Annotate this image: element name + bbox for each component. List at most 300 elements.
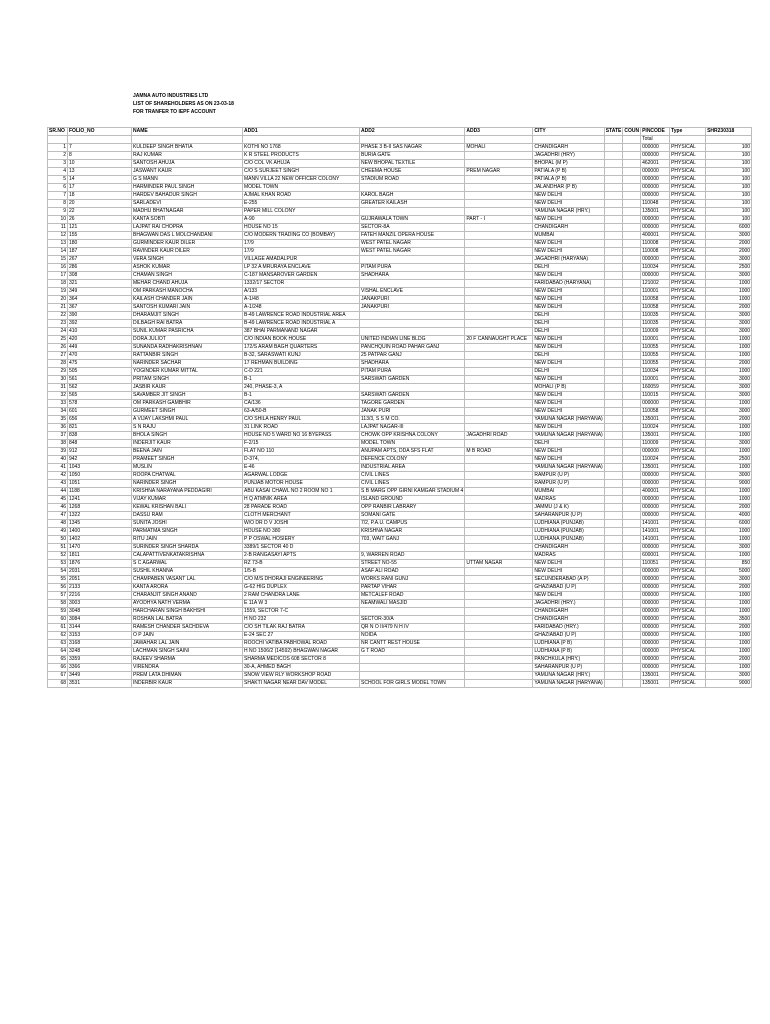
cell-folio: 1400 xyxy=(68,528,132,536)
cell-country xyxy=(623,440,641,448)
cell-folio: 3153 xyxy=(68,632,132,640)
cell-name: S N RAJU xyxy=(132,424,243,432)
cell-type: PHYSICAL xyxy=(670,552,706,560)
cell-srno: 61 xyxy=(48,624,68,632)
table-row xyxy=(48,560,752,568)
cell-city: GHAZIABAD (U P) xyxy=(533,632,604,640)
cell-shares: 3500 xyxy=(706,616,752,624)
cell-srno: 37 xyxy=(48,432,68,440)
cell-name: RITU JAIN xyxy=(132,536,243,544)
cell-shares: 1000 xyxy=(706,632,752,640)
cell-srno: 47 xyxy=(48,512,68,520)
cell-type: PHYSICAL xyxy=(670,576,706,584)
cell-add2: SARSWATI GARDEN xyxy=(360,376,465,384)
cell-pincode: 110058 xyxy=(641,296,670,304)
cell-type: PHYSICAL xyxy=(670,560,706,568)
cell-srno: 14 xyxy=(48,248,68,256)
cell-pincode: 000000 xyxy=(641,600,670,608)
cell-add1: B-32, SARASWATI KUNJ xyxy=(243,352,360,360)
cell-add1: CLOTH MERCHANT xyxy=(243,512,360,520)
cell-add3 xyxy=(465,616,533,624)
cell-country xyxy=(623,616,641,624)
cell-folio: 26 xyxy=(68,216,132,224)
cell-country xyxy=(623,208,641,216)
cell-type: PHYSICAL xyxy=(670,472,706,480)
cell-add3 xyxy=(465,368,533,376)
cell-folio: 121 xyxy=(68,224,132,232)
cell-name: KANTA SOBTI xyxy=(132,216,243,224)
cell-shares: 1000 xyxy=(706,448,752,456)
cell-pincode: 000000 xyxy=(641,152,670,160)
cell-country xyxy=(623,312,641,320)
cell-add1: C/O SH TILAK RAJ BATRA xyxy=(243,624,360,632)
cell-country xyxy=(623,640,641,648)
cell-srno: 28 xyxy=(48,360,68,368)
cell-state xyxy=(604,160,623,168)
cell-country xyxy=(623,232,641,240)
cell-folio: 1322 xyxy=(68,512,132,520)
cell-state xyxy=(604,440,623,448)
cell-city: LUDHIANA (PUNJAB) xyxy=(533,528,604,536)
cell-type: PHYSICAL xyxy=(670,616,706,624)
cell-type: PHYSICAL xyxy=(670,456,706,464)
cell-pincode: 400001 xyxy=(641,488,670,496)
cell-country xyxy=(623,296,641,304)
cell-pincode: 000000 xyxy=(641,224,670,232)
table-row xyxy=(48,552,752,560)
cell-pincode: 000000 xyxy=(641,576,670,584)
cell-add2: KAROL BAGH xyxy=(360,192,465,200)
cell-shares: 100 xyxy=(706,184,752,192)
cell-state xyxy=(604,656,623,664)
cell-name: LAJPAT RAI CHOPRA xyxy=(132,224,243,232)
cell-type: PHYSICAL xyxy=(670,432,706,440)
cell-country xyxy=(623,240,641,248)
cell-add3 xyxy=(465,360,533,368)
cell-state xyxy=(604,640,623,648)
cell-add3 xyxy=(465,352,533,360)
table-row xyxy=(48,416,752,424)
cell-country xyxy=(623,664,641,672)
cell-country xyxy=(623,304,641,312)
cell-country xyxy=(623,600,641,608)
cell-srno: 13 xyxy=(48,240,68,248)
cell-add3: PREM NAGAR xyxy=(465,168,533,176)
cell-pincode: 000000 xyxy=(641,664,670,672)
cell-add1: C/O MODERN TRADING CO (BOMBAY) xyxy=(243,232,360,240)
cell-folio: 3359 xyxy=(68,656,132,664)
cell-add2: WEST PATEL NAGAR xyxy=(360,248,465,256)
cell-country xyxy=(623,544,641,552)
cell-add2: JANAKPURI xyxy=(360,296,465,304)
cell-srno: 10 xyxy=(48,216,68,224)
cell-pincode: 110009 xyxy=(641,328,670,336)
cell-srno: 55 xyxy=(48,576,68,584)
cell-add2: LAJPAT NAGAR-III xyxy=(360,424,465,432)
cell-city: GHAZIABAD (U P) xyxy=(533,584,604,592)
table-row xyxy=(48,168,752,176)
cell-add2: 9, WARREN ROAD xyxy=(360,552,465,560)
cell-add1: 3389/1 SECTOR 40 D xyxy=(243,544,360,552)
cell-pincode: 160059 xyxy=(641,384,670,392)
cell-add2: NEW BHOPAL TEXTILE xyxy=(360,160,465,168)
cell-city: NEW DELHI xyxy=(533,408,604,416)
cell-add2: VISHAL ENCLAVE xyxy=(360,288,465,296)
cell-city: NEW DELHI xyxy=(533,424,604,432)
table-row xyxy=(48,464,752,472)
cell-type: PHYSICAL xyxy=(670,448,706,456)
table-row xyxy=(48,176,752,184)
table-row xyxy=(48,440,752,448)
table-row xyxy=(48,528,752,536)
cell-state xyxy=(604,208,623,216)
cell-type: PHYSICAL xyxy=(670,504,706,512)
cell-srno: 15 xyxy=(48,256,68,264)
cell-city: LUDHIANA (PUNJAB) xyxy=(533,520,604,528)
cell-add3 xyxy=(465,328,533,336)
cell-folio: 2216 xyxy=(68,592,132,600)
cell-name: SUNANDA RADHAKRISHNAN xyxy=(132,344,243,352)
col-header-add2: ADD2 xyxy=(360,128,465,136)
cell-add3 xyxy=(465,248,533,256)
cell-name: KULDEEP SINGH BHATIA xyxy=(132,144,243,152)
cell-country xyxy=(623,656,641,664)
cell-name: NARINDER SINGH xyxy=(132,480,243,488)
cell-folio: 3144 xyxy=(68,624,132,632)
cell-srno: 32 xyxy=(48,392,68,400)
cell-city: DELHI xyxy=(533,368,604,376)
cell-srno: 20 xyxy=(48,296,68,304)
cell-shares: 1000 xyxy=(706,640,752,648)
cell-name: CHAMPABEN VASANT LAL xyxy=(132,576,243,584)
cell-name: SANTOSH AHUJA xyxy=(132,160,243,168)
cell-folio: 3084 xyxy=(68,616,132,624)
cell-name: OM PARKASH MANOCHA xyxy=(132,288,243,296)
cell-add3 xyxy=(465,472,533,480)
subheader-row xyxy=(48,136,752,144)
cell-shares: 1000 xyxy=(706,528,752,536)
cell-type: PHYSICAL xyxy=(670,464,706,472)
cell-name: O P JAIN xyxy=(132,632,243,640)
cell-city: PANCHKULA (HRY.) xyxy=(533,656,604,664)
cell-add1: F-2/15 xyxy=(243,440,360,448)
cell-add2: CHOWK OPP KRISHNA COLONY xyxy=(360,432,465,440)
cell-city: NEW DELHI xyxy=(533,304,604,312)
cell-shares: 2000 xyxy=(706,360,752,368)
cell-country xyxy=(623,456,641,464)
cell-folio: 286 xyxy=(68,264,132,272)
cell-add2: 703, WAIT GANJ xyxy=(360,536,465,544)
cell-folio: 2031 xyxy=(68,568,132,576)
subheader-total: Total xyxy=(641,136,670,144)
cell-add3 xyxy=(465,400,533,408)
cell-city: MUMBAI xyxy=(533,232,604,240)
cell-country xyxy=(623,512,641,520)
cell-add3 xyxy=(465,224,533,232)
cell-add1: G-62 HIG DUPLEX xyxy=(243,584,360,592)
cell-city: DELHI xyxy=(533,352,604,360)
cell-srno: 18 xyxy=(48,280,68,288)
cell-srno: 65 xyxy=(48,656,68,664)
cell-srno: 12 xyxy=(48,232,68,240)
cell-folio: 349 xyxy=(68,288,132,296)
cell-add1: 31 LINK ROAD xyxy=(243,424,360,432)
cell-country xyxy=(623,520,641,528)
cell-shares: 1000 xyxy=(706,288,752,296)
cell-country xyxy=(623,680,641,688)
cell-add2: TAGORE GARDEN xyxy=(360,400,465,408)
cell-name: PRAMEET SINGH xyxy=(132,456,243,464)
cell-add2: STADIUM ROAD xyxy=(360,176,465,184)
cell-name: A VIJAY LAKSHMI PAUL xyxy=(132,416,243,424)
cell-shares: 6000 xyxy=(706,520,752,528)
cell-srno: 41 xyxy=(48,464,68,472)
cell-pincode: 110035 xyxy=(641,312,670,320)
cell-shares: 2000 xyxy=(706,416,752,424)
cell-folio: 1188 xyxy=(68,488,132,496)
cell-pincode: 141001 xyxy=(641,536,670,544)
cell-pincode: 110055 xyxy=(641,352,670,360)
cell-type: PHYSICAL xyxy=(670,208,706,216)
cell-folio: 3003 xyxy=(68,600,132,608)
cell-country xyxy=(623,352,641,360)
cell-add2: WEST PATEL NAGAR xyxy=(360,240,465,248)
cell-name: MEHAR CHAND AHUJA xyxy=(132,280,243,288)
table-row xyxy=(48,144,752,152)
cell-shares: 1000 xyxy=(706,536,752,544)
cell-folio: 155 xyxy=(68,232,132,240)
cell-state xyxy=(604,304,623,312)
cell-state xyxy=(604,216,623,224)
cell-add2: GREATER KAILASH xyxy=(360,200,465,208)
cell-add1: A/133 xyxy=(243,288,360,296)
cell-add1: A-90 xyxy=(243,216,360,224)
cell-add2 xyxy=(360,256,465,264)
cell-state xyxy=(604,184,623,192)
cell-country xyxy=(623,424,641,432)
cell-shares: 3000 xyxy=(706,232,752,240)
cell-type: PHYSICAL xyxy=(670,160,706,168)
table-row xyxy=(48,536,752,544)
cell-add3 xyxy=(465,384,533,392)
cell-srno: 59 xyxy=(48,608,68,616)
cell-city: CHANDIGARH xyxy=(533,544,604,552)
cell-type: PHYSICAL xyxy=(670,512,706,520)
cell-add3 xyxy=(465,376,533,384)
cell-srno: 42 xyxy=(48,472,68,480)
cell-name: KRISHNA NARAYANA PEDDAGIRI xyxy=(132,488,243,496)
cell-pincode: 110015 xyxy=(641,392,670,400)
cell-add3 xyxy=(465,600,533,608)
cell-add3 xyxy=(465,512,533,520)
cell-city: SAHARANPUR (U P) xyxy=(533,512,604,520)
cell-type: PHYSICAL xyxy=(670,648,706,656)
cell-country xyxy=(623,344,641,352)
table-row xyxy=(48,184,752,192)
table-row xyxy=(48,392,752,400)
cell-folio: 505 xyxy=(68,368,132,376)
cell-name: CHAMAN SINGH xyxy=(132,272,243,280)
cell-name: DILBAGH RAI BATRA xyxy=(132,320,243,328)
cell-shares: 1000 xyxy=(706,296,752,304)
cell-add3 xyxy=(465,456,533,464)
cell-country xyxy=(623,336,641,344)
cell-shares: 2000 xyxy=(706,304,752,312)
cell-country xyxy=(623,216,641,224)
cell-city: PATIALA (P B) xyxy=(533,168,604,176)
cell-pincode: 000000 xyxy=(641,192,670,200)
col-header-pincode: PINCODE xyxy=(641,128,670,136)
cell-add1: B-1 xyxy=(243,376,360,384)
cell-shares: 9000 xyxy=(706,480,752,488)
cell-add1: MANN VILLA 22 NEW OFFICER COLONY xyxy=(243,176,360,184)
cell-city: CHANDIGARH xyxy=(533,144,604,152)
cell-type: PHYSICAL xyxy=(670,144,706,152)
cell-type: PHYSICAL xyxy=(670,608,706,616)
cell-add2: NEAMWALI MASJID xyxy=(360,600,465,608)
cell-pincode: 110034 xyxy=(641,264,670,272)
cell-country xyxy=(623,584,641,592)
cell-add2 xyxy=(360,664,465,672)
cell-country xyxy=(623,592,641,600)
cell-name: RATTANBIR SINGH xyxy=(132,352,243,360)
cell-country xyxy=(623,160,641,168)
col-header-city: CITY xyxy=(533,128,604,136)
cell-state xyxy=(604,144,623,152)
table-row xyxy=(48,472,752,480)
cell-city: DELHI xyxy=(533,320,604,328)
cell-name: VERA SINGH xyxy=(132,256,243,264)
cell-add3 xyxy=(465,520,533,528)
cell-add1: RZ 73-B xyxy=(243,560,360,568)
cell-shares: 3000 xyxy=(706,320,752,328)
cell-add1: B-49 LAWRENCE ROAD INDUSTRIAL AREA xyxy=(243,312,360,320)
cell-srno: 25 xyxy=(48,336,68,344)
cell-state xyxy=(604,416,623,424)
cell-name: RAMESH CHANDER SACHDEVA xyxy=(132,624,243,632)
cell-add3 xyxy=(465,296,533,304)
cell-add1: A-1/248 xyxy=(243,304,360,312)
cell-srno: 46 xyxy=(48,504,68,512)
cell-city: NEW DELHI xyxy=(533,200,604,208)
cell-add2 xyxy=(360,280,465,288)
cell-add3 xyxy=(465,680,533,688)
cell-pincode: 000000 xyxy=(641,544,670,552)
cell-srno: 19 xyxy=(48,288,68,296)
cell-type: PHYSICAL xyxy=(670,176,706,184)
cell-pincode: 000000 xyxy=(641,472,670,480)
cell-add1: AGARWAL LODGE xyxy=(243,472,360,480)
cell-folio: 1050 xyxy=(68,472,132,480)
cell-folio: 942 xyxy=(68,456,132,464)
cell-add3 xyxy=(465,568,533,576)
cell-srno: 54 xyxy=(48,568,68,576)
cell-pincode: 135001 xyxy=(641,464,670,472)
cell-shares: 1000 xyxy=(706,648,752,656)
cell-city: NEW DELHI xyxy=(533,288,604,296)
cell-srno: 39 xyxy=(48,448,68,456)
cell-folio: 449 xyxy=(68,344,132,352)
col-header-name: NAME xyxy=(132,128,243,136)
cell-country xyxy=(623,536,641,544)
cell-pincode: 110058 xyxy=(641,304,670,312)
cell-add2: SOMANI GATE xyxy=(360,512,465,520)
cell-add2 xyxy=(360,320,465,328)
cell-pincode: 135001 xyxy=(641,208,670,216)
cell-type: PHYSICAL xyxy=(670,232,706,240)
cell-shares: 100 xyxy=(706,160,752,168)
cell-add3 xyxy=(465,648,533,656)
cell-state xyxy=(604,264,623,272)
cell-shares: 100 xyxy=(706,208,752,216)
table-row xyxy=(48,568,752,576)
cell-srno: 68 xyxy=(48,680,68,688)
cell-shares: 3000 xyxy=(706,672,752,680)
cell-country xyxy=(623,224,641,232)
cell-pincode: 000000 xyxy=(641,144,670,152)
cell-add3 xyxy=(465,152,533,160)
cell-srno: 8 xyxy=(48,200,68,208)
cell-pincode: 121002 xyxy=(641,280,670,288)
cell-add1: E-24 SEC 27 xyxy=(243,632,360,640)
cell-srno: 53 xyxy=(48,560,68,568)
cell-city: MADRAS xyxy=(533,496,604,504)
cell-state xyxy=(604,672,623,680)
cell-state xyxy=(604,504,623,512)
cell-city: YAMUNA NAGAR (HARYANA) xyxy=(534,432,603,438)
cell-srno: 27 xyxy=(48,352,68,360)
col-header-srno: SR.NO xyxy=(48,128,68,136)
cell-pincode: 110024 xyxy=(641,424,670,432)
cell-add1: H NO 232 xyxy=(243,616,360,624)
cell-add1: KOTHI NO 1768 xyxy=(243,144,360,152)
cell-country xyxy=(623,408,641,416)
table-row xyxy=(48,600,752,608)
table-row xyxy=(48,376,752,384)
cell-name: AYODHYA NATH VERMA xyxy=(132,600,243,608)
cell-pincode: 135001 xyxy=(641,432,670,440)
cell-add3 xyxy=(465,392,533,400)
cell-state xyxy=(604,240,623,248)
cell-name: ASHOK KUMAR xyxy=(132,264,243,272)
cell-add2 xyxy=(360,544,465,552)
cell-add1: SHAKTI NAGAR NEAR DAV MODEL xyxy=(243,680,360,688)
cell-name: CALAPATTIVENKATAKRISHNA xyxy=(132,552,243,560)
table-row xyxy=(48,248,752,256)
company-name: JAMNA AUTO INDUSTRIES LTD xyxy=(133,93,209,99)
cell-srno: 45 xyxy=(48,496,68,504)
cell-country xyxy=(623,488,641,496)
cell-add1: 172/S ARAM BAGH QUARTERS xyxy=(243,344,360,352)
cell-type: PHYSICAL xyxy=(670,528,706,536)
cell-pincode: 000000 xyxy=(641,568,670,576)
cell-type: PHYSICAL xyxy=(670,480,706,488)
cell-folio: 1345 xyxy=(68,520,132,528)
cell-add3 xyxy=(465,576,533,584)
cell-add3 xyxy=(465,272,533,280)
cell-city: NEW DELHI xyxy=(533,216,604,224)
col-header-state: STATE xyxy=(605,128,622,134)
table-row xyxy=(48,368,752,376)
cell-type: PHYSICAL xyxy=(670,536,706,544)
cell-type: PHYSICAL xyxy=(670,280,706,288)
table-row xyxy=(48,200,752,208)
table-row xyxy=(48,312,752,320)
cell-add3: JAGADHRI ROAD xyxy=(465,432,533,440)
cell-type: PHYSICAL xyxy=(670,680,706,688)
cell-pincode: 110001 xyxy=(641,376,670,384)
cell-name: NARINDER SACHAR xyxy=(132,360,243,368)
